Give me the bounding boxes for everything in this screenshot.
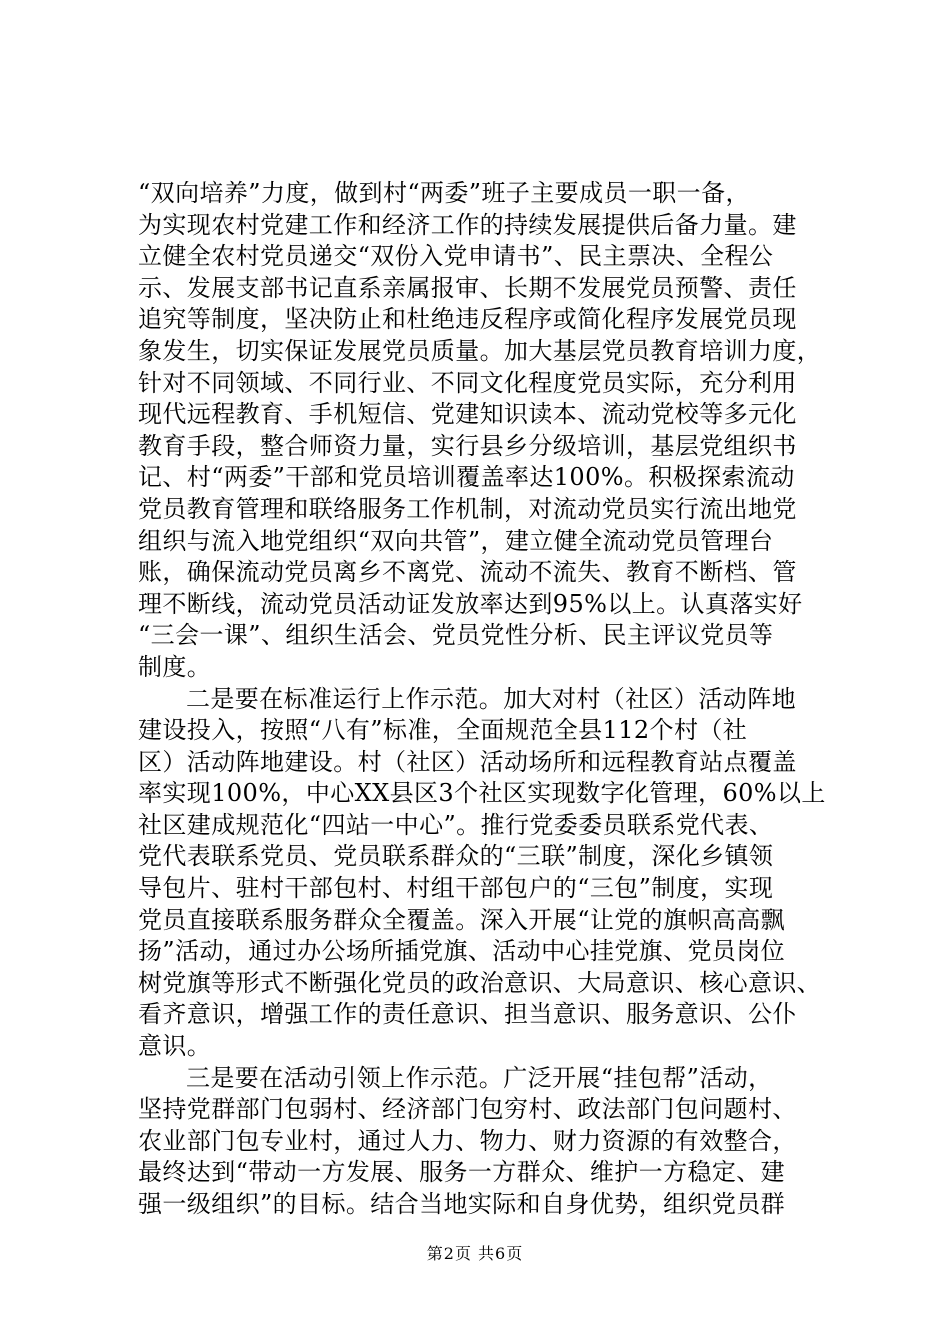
text-line: 最终达到“带动一方发展、服务一方群众、维护一方稳定、建 — [138, 1158, 786, 1187]
text-line: 账，确保流动党员离乡不离党、流动不流失、教育不断档、管 — [138, 558, 797, 587]
text-line: 教育手段，整合师资力量，实行县乡分级培训，基层党组织书 — [138, 431, 797, 460]
text-line: 针对不同领域、不同行业、不同文化程度党员实际，充分利用 — [138, 368, 797, 397]
text-line: 记、村“两委”干部和党员培训覆盖率达100%。积极探索流动 — [138, 463, 795, 492]
text-line: 导包片、驻村干部包村、村组干部包户的“三包”制度，实现 — [138, 874, 774, 903]
text-line: 现代远程教育、手机短信、党建知识读本、流动党校等多元化 — [138, 400, 797, 429]
text-line: 率实现100%，中心XX县区3个社区实现数字化管理，60%以上 — [138, 779, 826, 808]
text-line: 党代表联系党员、党员联系群众的“三联”制度，深化乡镇领 — [138, 842, 774, 871]
text-line: 强一级组织”的目标。结合当地实际和自身优势，组织党员群 — [138, 1190, 786, 1218]
text-line: 区）活动阵地建设。村（社区）活动场所和远程教育站点覆盖 — [138, 747, 797, 776]
text-line: 社区建成规范化“四站一中心”。推行党委委员联系党代表、 — [138, 810, 774, 839]
paragraph-start-line: 二是要在标准运行上作示范。加大对村（社区）活动阵地 — [186, 684, 796, 713]
text-line: 制度。 — [138, 652, 212, 681]
text-line: 意识。 — [138, 1032, 212, 1061]
body-text — [138, 178, 832, 1221]
text-line: “双向培养”力度，做到村“两委”班子主要成员一职一备， — [138, 179, 750, 207]
text-line: 树党旗等形式不断强化党员的政治意识、大局意识、核心意识、 — [138, 968, 822, 997]
text-line: 组织与流入地党组织“双向共管”，建立健全流动党员管理台 — [138, 526, 774, 555]
text-line: 为实现农村党建工作和经济工作的持续发展提供后备力量。建 — [138, 210, 797, 239]
text-line: 坚持党群部门包弱村、经济部门包穷村、政法部门包问题村、 — [138, 1095, 797, 1124]
text-line: “三会一课”、组织生活会、党员党性分析、民主评议党员等 — [138, 621, 774, 650]
paragraph-start-line: 三是要在活动引领上作示范。广泛开展“挂包帮”活动， — [186, 1063, 773, 1092]
page-number-footer: 第2页 共6页 — [426, 1244, 524, 1263]
text-line: 立健全农村党员递交“双份入党申请书”、民主票决、全程公 — [138, 242, 774, 271]
text-line: 追究等制度，坚决防止和杜绝违反程序或简化程序发展党员现 — [138, 305, 797, 334]
text-line: 农业部门包专业村，通过人力、物力、财力资源的有效整合， — [138, 1126, 797, 1155]
text-line: 党员直接联系服务群众全覆盖。深入开展“让党的旗帜高高飘 — [138, 905, 786, 934]
text-line: 党员教育管理和联络服务工作机制，对流动党员实行流出地党 — [138, 494, 797, 523]
text-line: 理不断线，流动党员活动证发放率达到95%以上。认真落实好 — [138, 589, 803, 618]
text-line: 看齐意识，增强工作的责任意识、担当意识、服务意识、公仆 — [138, 1000, 797, 1029]
text-line: 扬”活动，通过办公场所插党旗、活动中心挂党旗、党员岗位 — [138, 937, 786, 966]
text-line: 象发生，切实保证发展党员质量。加大基层党员教育培训力度， — [138, 336, 822, 365]
text-line: 建设投入，按照“八有”标准，全面规范全县112个村（社 — [138, 716, 748, 745]
text-line: 示、发展支部书记直系亲属报审、长期不发展党员预警、责任 — [138, 273, 797, 302]
